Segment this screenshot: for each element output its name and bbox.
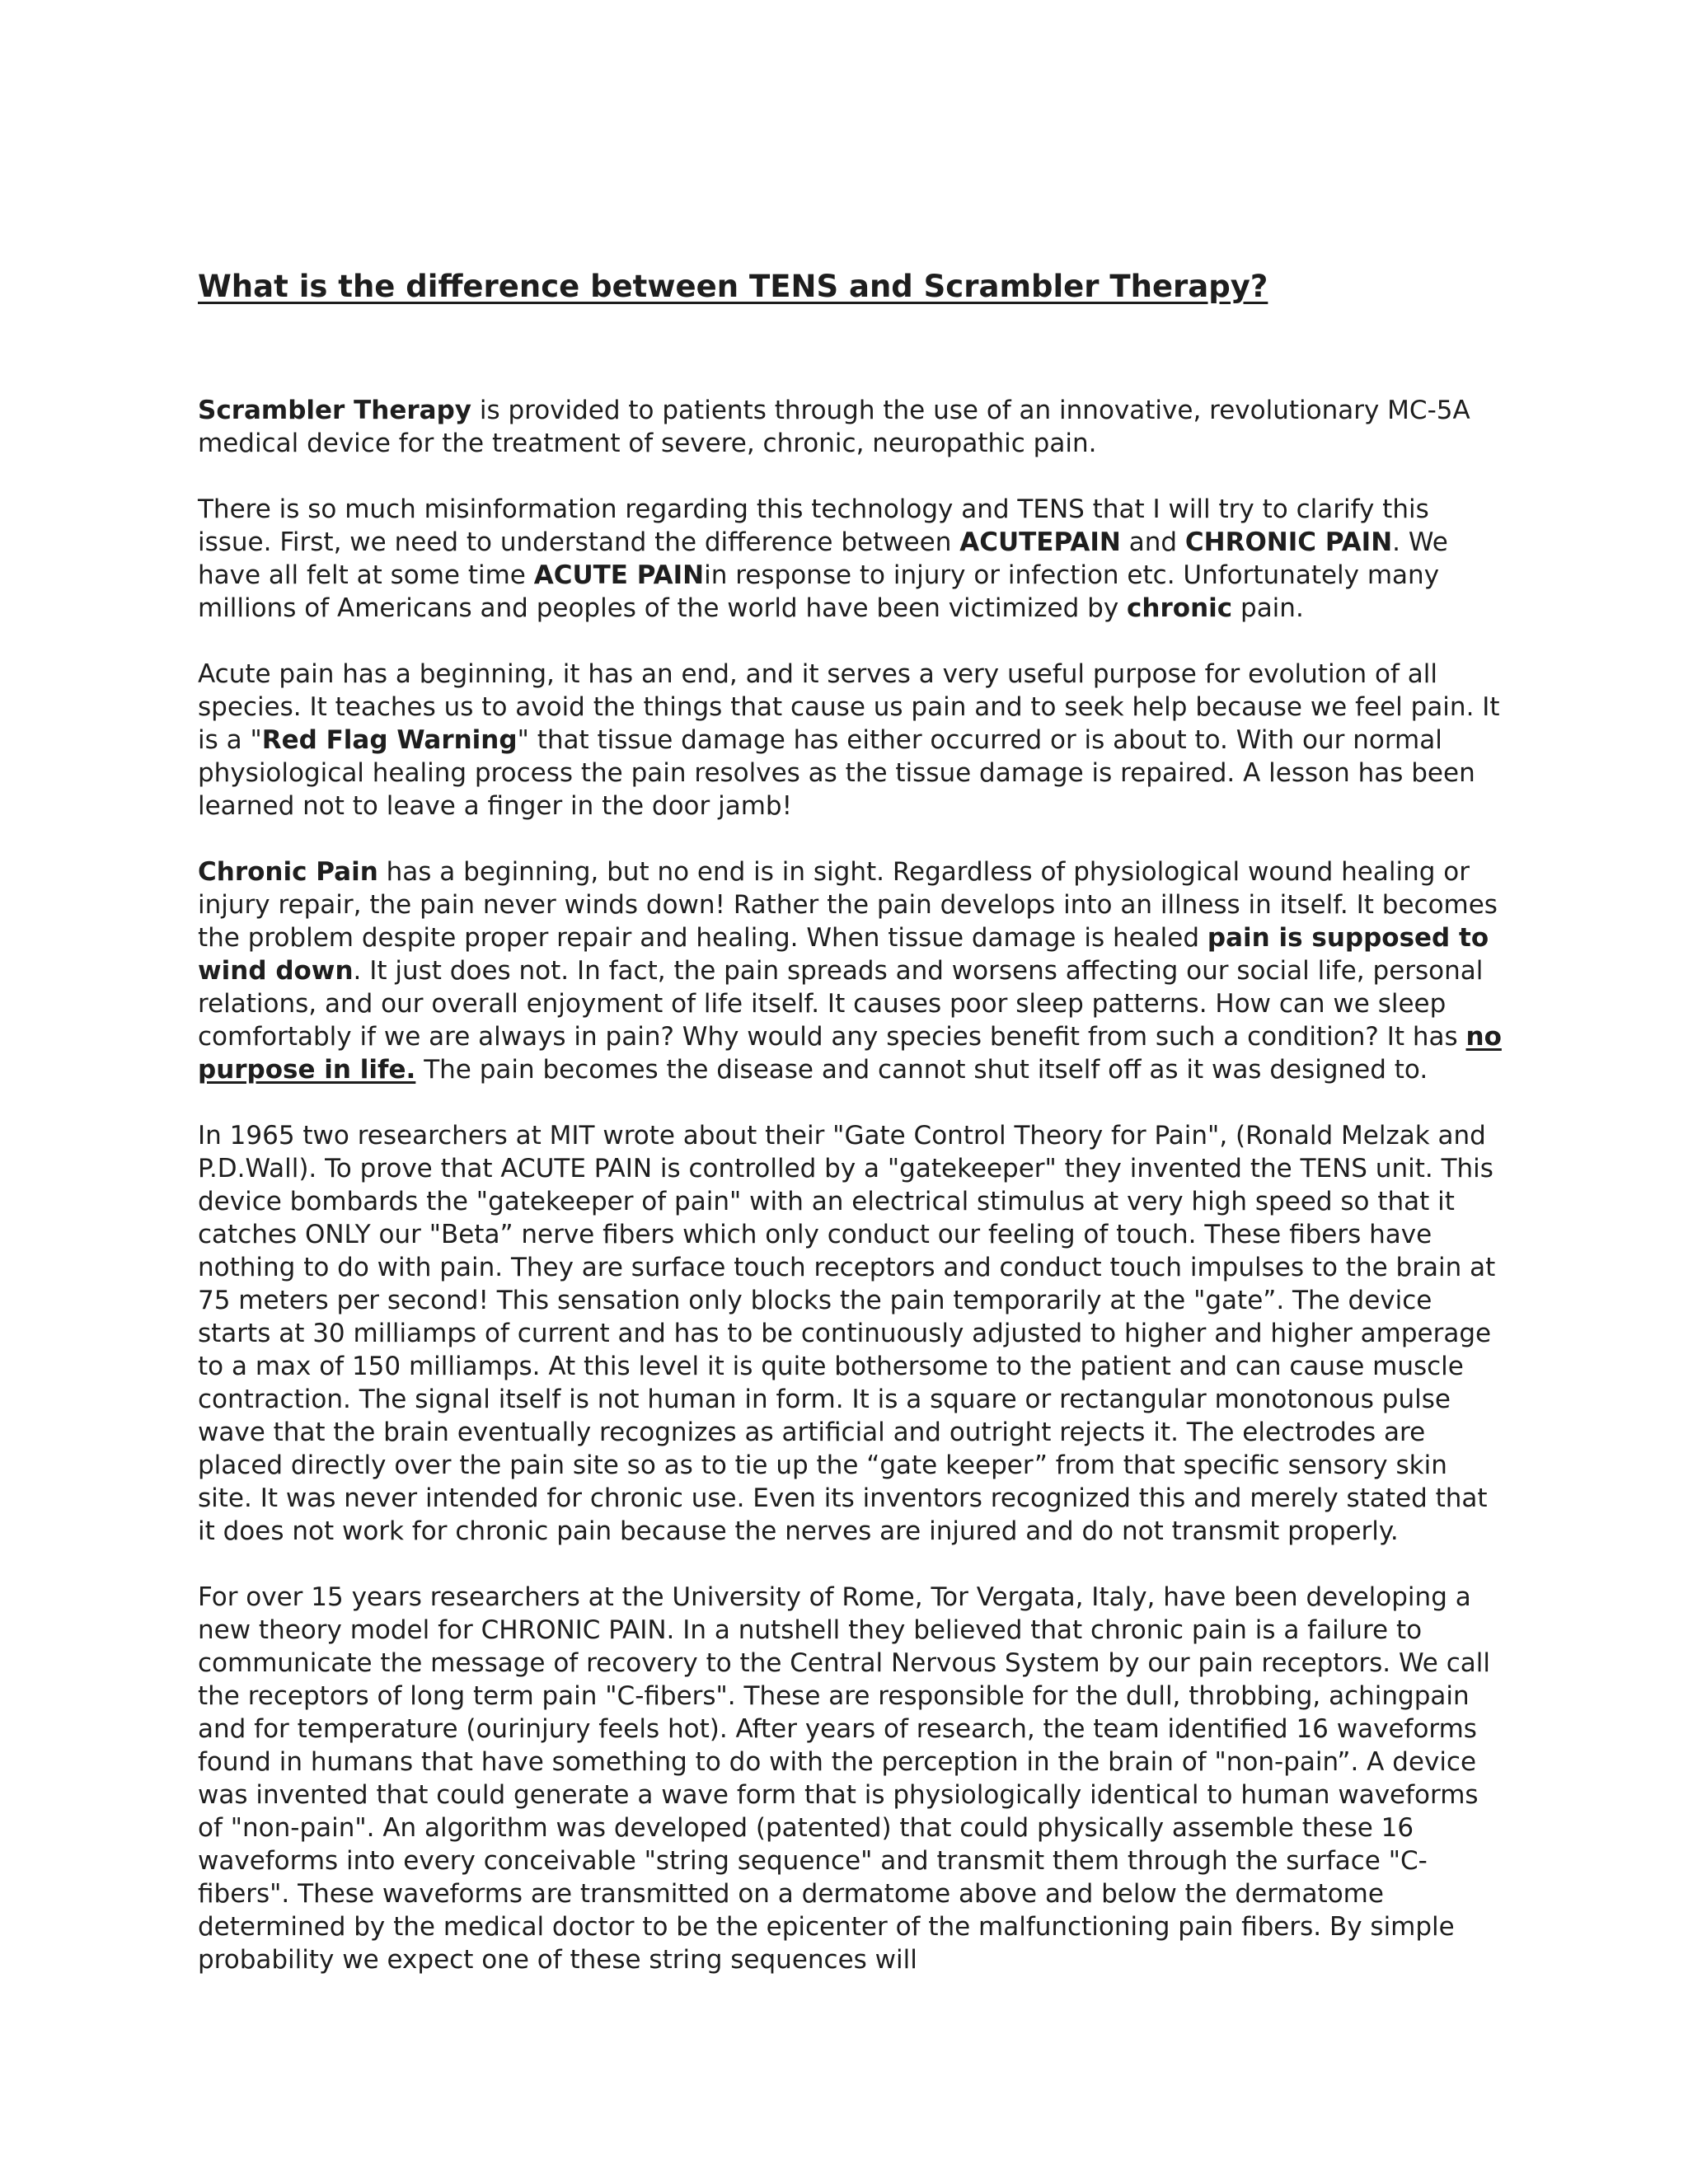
term-scrambler-therapy: Scrambler Therapy (198, 396, 471, 425)
paragraph-misinformation (198, 493, 1508, 625)
paragraph-rome-research: For over 15 years researchers at the University of Rome, Tor Vergata, Italy, have been developing a new theory model for CHRONIC PAIN. In a nutshell they believed that chronic pain is a failure to communicate the message of recovery to the Central Nervous System by our pain receptors. We call the receptors of long term pain "C-fibers". These are responsible for the dull, throbbing, achingpain and for temperature (ourinjury feels hot). After years of research, the team identified 16 waveforms found in humans that have something to do with the perception in the brain of "non-pain”. A device was invented that could generate a wave form that is physiologically identical to human waveforms of "non-pain". An algorithm was developed (patented) that could physically assemble these 16 waveforms into every conceivable "string sequence" and transmit them through the surface "C-fibers". These waveforms are transmitted on a dermatome above and below the dermatome determined by the medical doctor to be the epicenter of the malfunctioning pain fibers. By simple probability we expect one of these string sequences will (198, 1582, 1490, 1975)
text-run: has a beginning, but no end is in sight. Regardless of physiological wound healing or injury repair, the pain never winds down! Rather the pain develops into an illness in itself. It becomes the problem despite proper repair and healing. When tissue damage is healed (198, 857, 1498, 953)
term-chronic: chronic (1127, 593, 1233, 623)
text-run: . We have all felt at some time (198, 527, 1448, 590)
page-title: What is the difference between TENS and Scrambler Therapy? (198, 269, 1268, 304)
term-no-purpose: no purpose in life. (198, 1022, 1502, 1085)
text-run: . It just does not. In fact, the pain spreads and worsens affecting our social life, personal relations, and our overall enjoyment of life itself. It causes poor sleep patterns. How can we sleep comfortably if we are always in pain? Why would any species benefit from such a condition? It has (198, 956, 1484, 1052)
term-chronic-pain: CHRONIC PAIN (1184, 527, 1393, 557)
paragraph-chronic-pain (198, 855, 1508, 1086)
text-run: " that tissue damage has either occurred or is about to. With our normal physiological healing process the pain resolves as the tissue damage is repaired. A lesson has been learned not to leave a finger in the door jamb! (198, 725, 1475, 821)
term-red-flag-warning: Red Flag Warning (261, 725, 518, 755)
term-acute-pain: ACUTE PAIN (533, 560, 705, 590)
text-run: and (1120, 527, 1185, 557)
paragraph-scrambler-intro (198, 394, 1508, 460)
paragraph-gate-control-tens: In 1965 two researchers at MIT wrote about their "Gate Control Theory for Pain", (Ronald Melzak and P.D.Wall). To prove that ACUTE PAIN is controlled by a "gatekeeper" they invented the TENS unit. This device bombards the "gatekeeper of pain" with an electrical stimulus at very high speed so that it catches ONLY our "Beta” nerve fibers which only conduct our feeling of touch. These fibers have nothing to do with pain. They are surface touch receptors and conduct touch impulses to the brain at 75 meters per second! This sensation only blocks the pain temporarily at the "gate”. The device starts at 30 milliamps of current and has to be continuously adjusted to higher and higher amperage to a max of 150 milliamps. At this level it is quite bothersome to the patient and can cause muscle contraction. The signal itself is not human in form. It is a square or rectangular monotonous pulse wave that the brain eventually recognizes as artificial and outright rejects it. The electrodes are placed directly over the pain site so as to tie up the “gate keeper” from that specific sensory skin site. It was never intended for chronic use. Even its inventors recognized this and merely stated that it does not work for chronic pain because the nerves are injured and do not transmit properly. (198, 1121, 1496, 1546)
text-run: in response to injury or infection etc. Unfortunately many millions of Americans and peoples of the world have been victimized by (198, 560, 1440, 623)
text-run: is provided to patients through the use of an innovative, revolutionary MC-5A medical device for the treatment of severe, chronic, neuropathic pain. (198, 396, 1470, 458)
term-acutepain: ACUTEPAIN (959, 527, 1121, 557)
paragraph-acute-pain (198, 658, 1508, 823)
text-run: pain. (1232, 593, 1304, 623)
text-run: Acute pain has a beginning, it has an end, and it serves a very useful purpose for evolution of all species. It teaches us to avoid the things that cause us pain and to seek help because we feel pain. It is a " (198, 659, 1500, 755)
term-chronic-pain-heading: Chronic Pain (198, 857, 378, 887)
text-run: There is so much misinformation regarding this technology and TENS that I will try to clarify this issue. First, we need to understand the difference between (198, 494, 1429, 557)
document-body (198, 262, 1508, 2009)
text-run: The pain becomes the disease and cannot shut itself off as it was designed to. (415, 1055, 1428, 1085)
term-wind-down: pain is supposed to wind down (198, 923, 1489, 986)
